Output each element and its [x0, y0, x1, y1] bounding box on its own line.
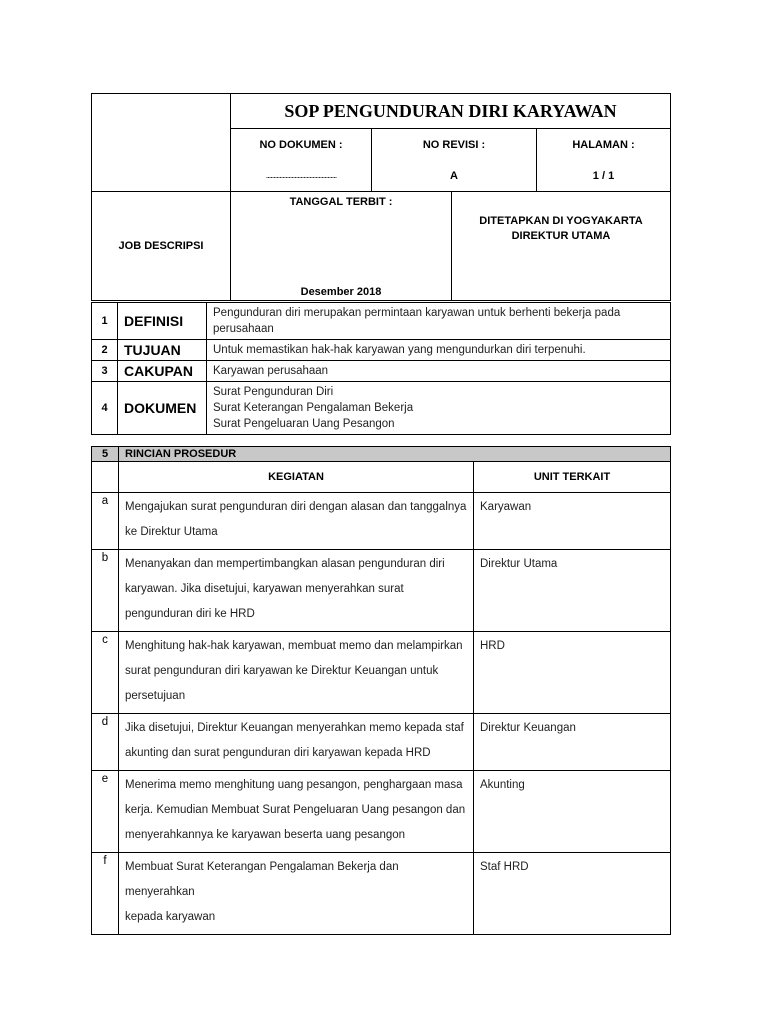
step-unit: Staf HRD [474, 853, 671, 935]
job-descripsi: JOB DESCRIPSI [92, 192, 231, 301]
info-table [91, 302, 671, 435]
procedure-row [92, 493, 671, 550]
kegiatan-header: KEGIATAN [119, 462, 474, 493]
kegiatan-line: Mengajukan surat pengunduran diri dengan alasan dan tanggalnya [125, 501, 467, 513]
kegiatan-line: Jika disetujui, Direktur Keuangan menyerahkan memo kepada staf [125, 722, 464, 734]
step-unit: Akunting [474, 771, 671, 853]
info-description [207, 340, 671, 361]
step-letter: e [92, 771, 119, 853]
step-letter: f [92, 853, 119, 935]
step-unit: Direktur Keuangan [474, 714, 671, 771]
no-dokumen-label: NO DOKUMEN : [259, 139, 343, 151]
info-line: Surat Pengunduran Diri [213, 386, 334, 398]
info-key: DOKUMEN [118, 382, 207, 435]
section-title: RINCIAN PROSEDUR [119, 447, 671, 462]
info-number: 1 [92, 303, 118, 340]
procedure-row [92, 771, 671, 853]
kegiatan-line: menyerahkannya ke karyawan beserta uang pesangon [125, 829, 406, 841]
kegiatan-line: Menanyakan dan mempertimbangkan alasan pengunduran diri [125, 558, 445, 570]
step-unit: Direktur Utama [474, 550, 671, 632]
info-key: DEFINISI [118, 303, 207, 340]
step-unit: Karyawan [474, 493, 671, 550]
info-row-cakupan [92, 361, 671, 382]
tanggal-terbit-value: Desember 2018 [300, 286, 382, 298]
ditetapkan-line2: DIREKTUR UTAMA [511, 230, 611, 242]
step-kegiatan [119, 771, 474, 853]
unit-terkait-header: UNIT TERKAIT [474, 462, 671, 493]
step-kegiatan [119, 550, 474, 632]
kegiatan-line: surat pengunduran diri karyawan ke Direktur Keuangan untuk [125, 665, 439, 677]
info-line: Surat Keterangan Pengalaman Bekerja [213, 402, 414, 414]
info-key: TUJUAN [118, 340, 207, 361]
ditetapkan-cell [452, 192, 671, 301]
info-line: Karyawan perusahaan [213, 365, 329, 377]
info-number: 4 [92, 382, 118, 435]
procedure-row [92, 550, 671, 632]
procedure-row [92, 632, 671, 714]
halaman-cell [537, 129, 671, 192]
step-letter: b [92, 550, 119, 632]
halaman-label: HALAMAN : [572, 139, 635, 151]
kegiatan-line: pengunduran diri ke HRD [125, 608, 255, 620]
halaman-value: 1 / 1 [592, 170, 615, 182]
tanggal-terbit-cell [231, 192, 452, 301]
info-key: CAKUPAN [118, 361, 207, 382]
no-dokumen-cell [231, 129, 372, 192]
logo-cell [92, 94, 231, 192]
procedure-row [92, 853, 671, 935]
info-line: Untuk memastikan hak-hak karyawan yang mengundurkan diri terpenuhi. [213, 344, 586, 356]
no-dokumen-value: ............................................... [265, 170, 337, 180]
tanggal-terbit-label: TANGGAL TERBIT : [289, 196, 393, 208]
ditetapkan-line1: DITETAPKAN DI YOGYAKARTA [479, 215, 643, 227]
info-line: Pengunduran diri merupakan permintaan karyawan untuk berhenti bekerja pada [213, 307, 621, 319]
procedure-section-header [92, 447, 671, 462]
kegiatan-line: akunting dan surat pengunduran diri karyawan kepada HRD [125, 747, 431, 759]
step-letter: a [92, 493, 119, 550]
kegiatan-line: kerja. Kemudian Membuat Surat Pengeluaran Uang pesangon dan [125, 804, 466, 816]
procedure-column-header [92, 462, 671, 493]
kegiatan-line: ke Direktur Utama [125, 526, 218, 538]
header-table [91, 93, 671, 301]
info-row-dokumen [92, 382, 671, 435]
info-description [207, 382, 671, 435]
step-unit: HRD [474, 632, 671, 714]
kegiatan-line: Menerima memo menghitung uang pesangon, penghargaan masa [125, 779, 463, 791]
section-number: 5 [92, 447, 119, 462]
procedure-table [91, 446, 671, 935]
step-kegiatan [119, 493, 474, 550]
info-description [207, 303, 671, 340]
info-row-definisi [92, 303, 671, 340]
kegiatan-line: karyawan. Jika disetujui, karyawan menyerahkan surat [125, 583, 404, 595]
info-line: Surat Pengeluaran Uang Pesangon [213, 418, 395, 430]
step-letter: d [92, 714, 119, 771]
info-number: 2 [92, 340, 118, 361]
step-kegiatan [119, 853, 474, 935]
kegiatan-line: persetujuan [125, 690, 186, 702]
kegiatan-line: Menghitung hak-hak karyawan, membuat memo dan melampirkan [125, 640, 463, 652]
procedure-row [92, 714, 671, 771]
info-row-tujuan [92, 340, 671, 361]
kegiatan-line: kepada karyawan [125, 911, 216, 923]
document-title: SOP PENGUNDURAN DIRI KARYAWAN [231, 94, 671, 129]
blank-header-cell [92, 462, 119, 493]
info-description [207, 361, 671, 382]
kegiatan-line: Membuat Surat Keterangan Pengalaman Bekerja dan menyerahkan [125, 861, 399, 898]
info-line: perusahaan [213, 323, 274, 335]
no-revisi-label: NO REVISI : [422, 139, 486, 151]
info-number: 3 [92, 361, 118, 382]
no-revisi-cell [372, 129, 537, 192]
no-revisi-value: A [450, 170, 458, 182]
step-kegiatan [119, 714, 474, 771]
step-letter: c [92, 632, 119, 714]
step-kegiatan [119, 632, 474, 714]
